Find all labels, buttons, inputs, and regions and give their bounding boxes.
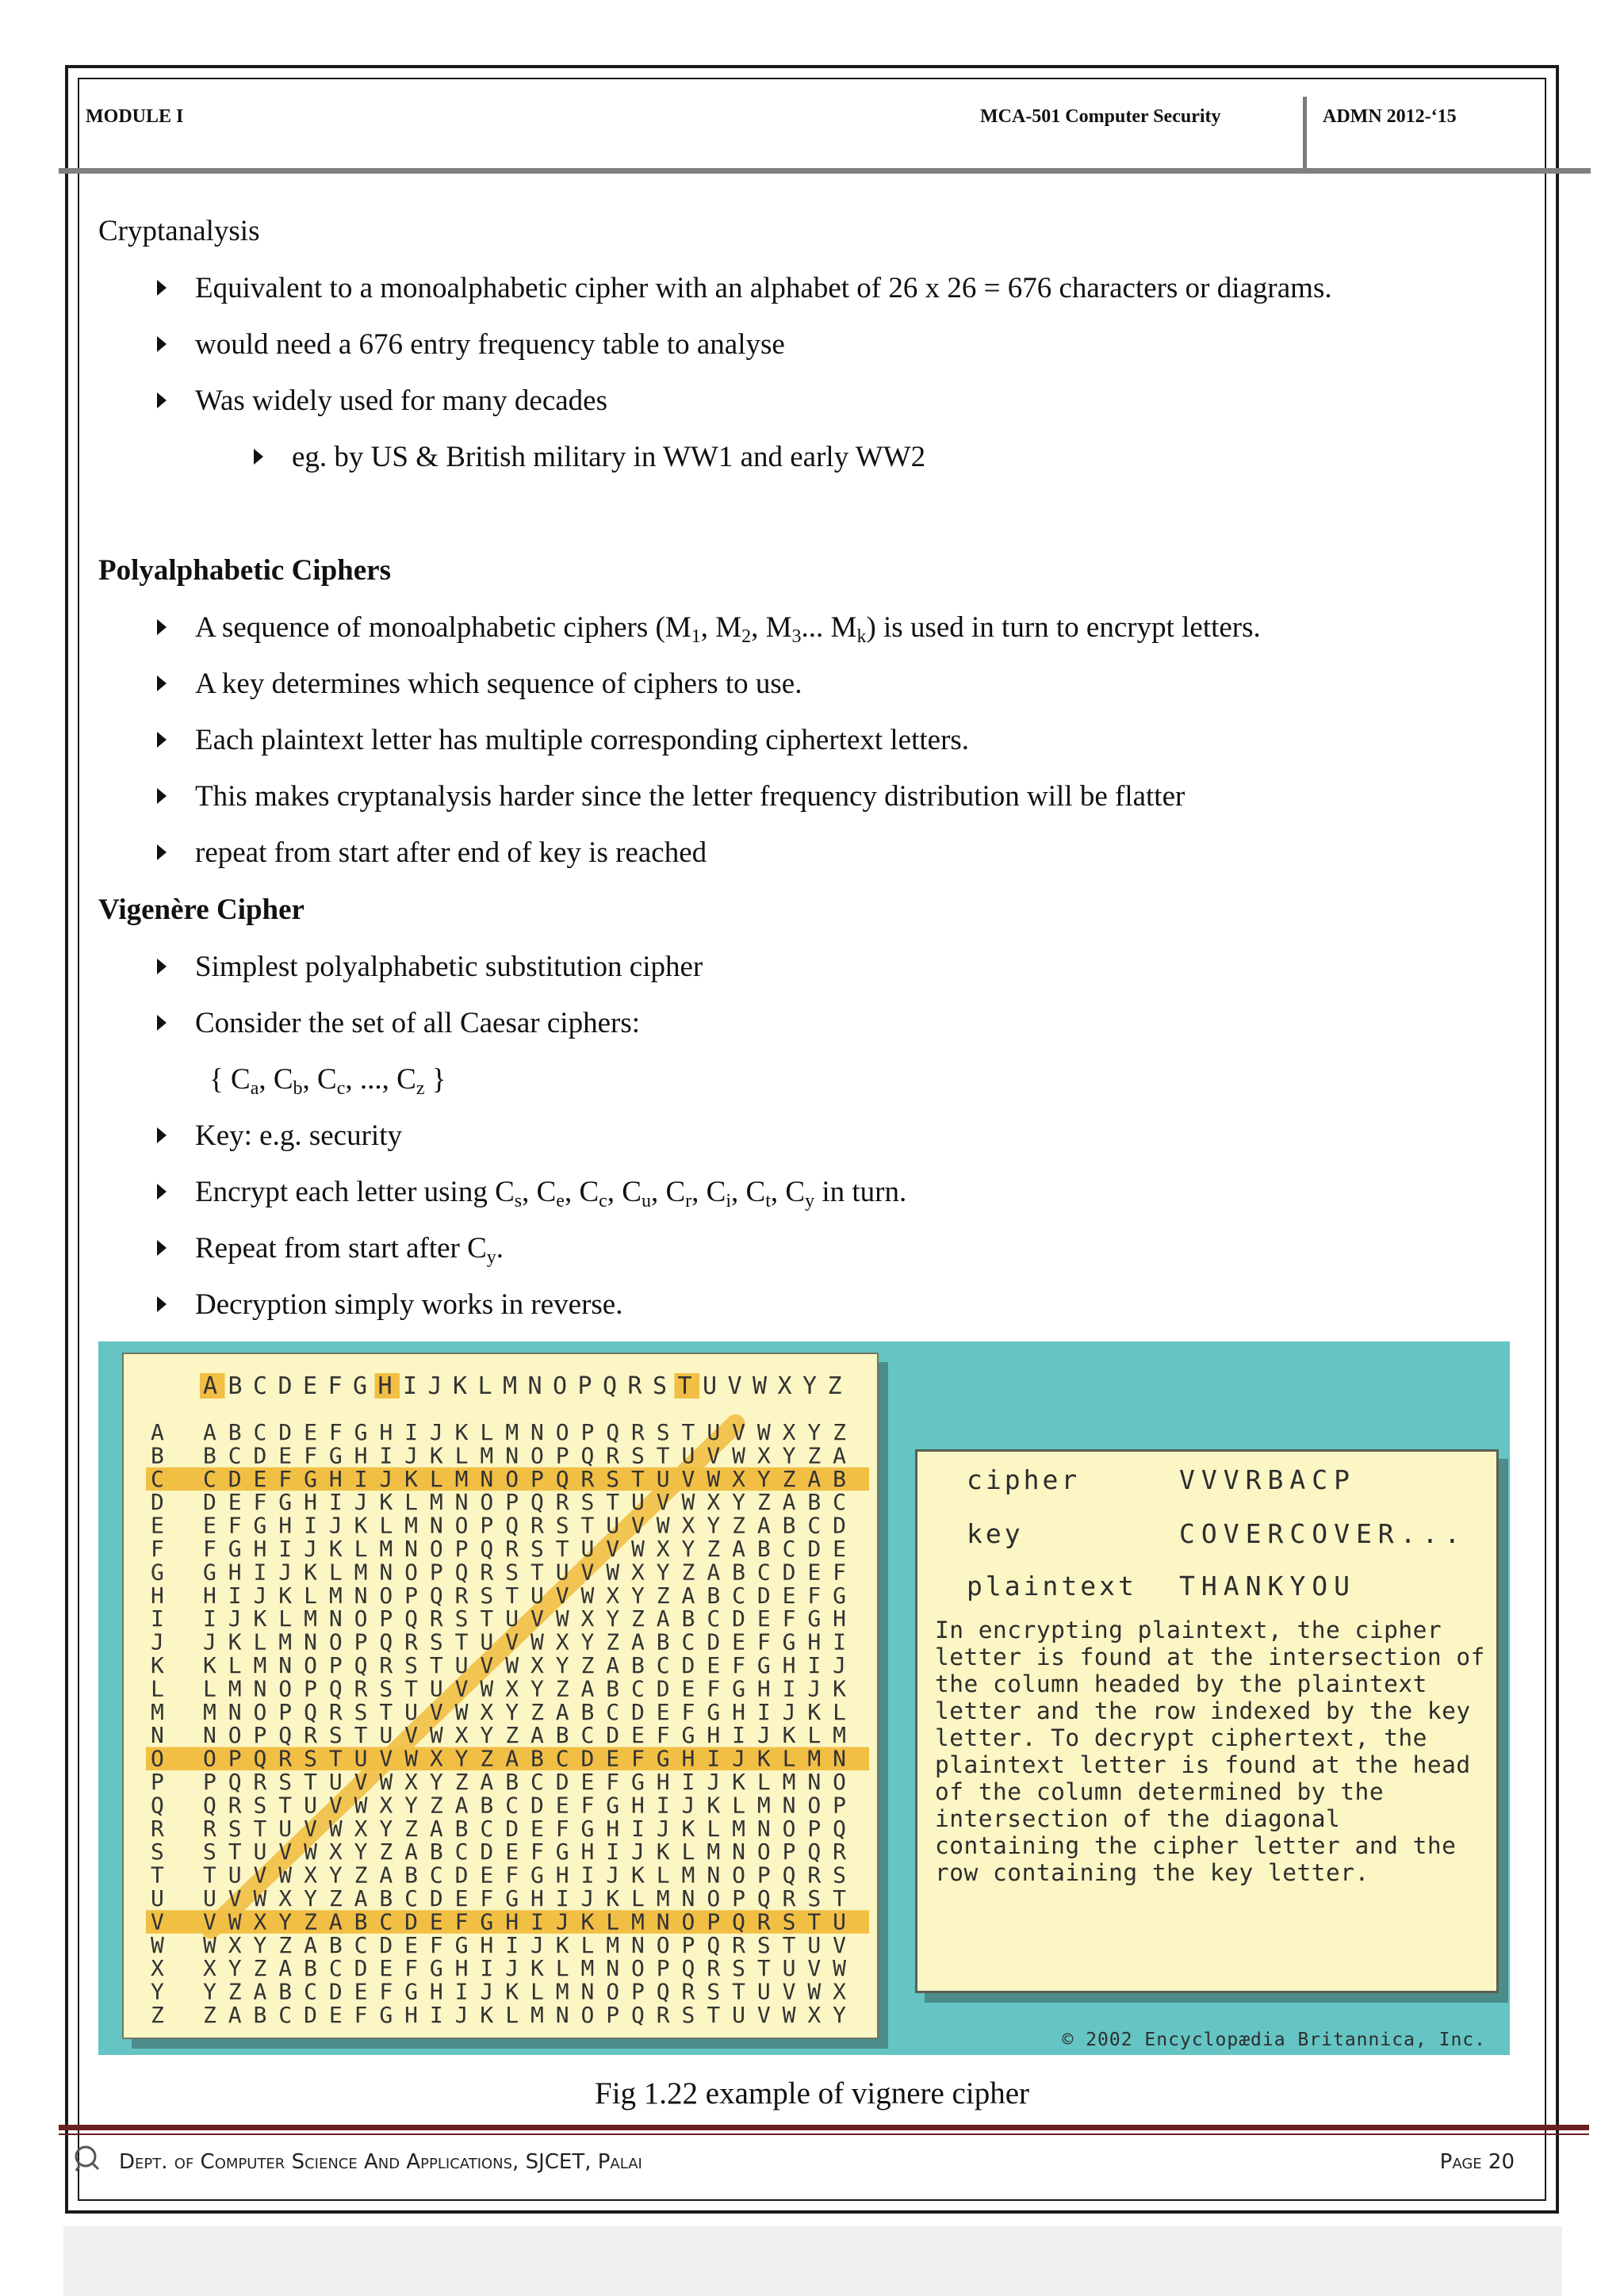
subscript: 3 — [791, 626, 802, 647]
row-label: B — [151, 1442, 164, 1469]
row-label: X — [151, 1955, 164, 1982]
module-label: MODULE I — [86, 106, 184, 127]
tableau-row: EFGHIJKLMNOPQRSTUVWXYZABCD — [203, 1512, 846, 1539]
list-item-text: . — [496, 1232, 504, 1265]
figure-copyright: © 2002 Encyclopædia Britannica, Inc. — [1062, 2030, 1486, 2050]
bullet-icon — [157, 959, 167, 974]
tableau-row: UVWXYZABCDEFGHIJKLMNOPQRST — [203, 1885, 846, 1911]
set-text: { C — [209, 1063, 251, 1096]
list-item: Encrypt each letter using $C_s$, $C_e$, $C_c$, $C_u$, $C_r$, $C_i$, $C_t$, $C_y$ in turn. — [157, 1175, 906, 1210]
header-letter: P — [577, 1372, 592, 1400]
tableau-row: FGHIJKLMNOPQRSTUVWXYZABCDE — [203, 1536, 846, 1562]
row-label: N — [151, 1722, 164, 1749]
header-letter: B — [228, 1372, 243, 1400]
row-label: V — [151, 1908, 164, 1935]
list-item-text: repeat from start after end of key is reached — [195, 836, 707, 869]
list-item-text: would need a 676 entry frequency table to analyse — [195, 328, 785, 361]
bullet-icon — [157, 1015, 167, 1031]
row-label: F — [151, 1536, 164, 1562]
header-divider — [1303, 97, 1307, 170]
tableau-row: TUVWXYZABCDEFGHIJKLMNOPQRS — [203, 1862, 846, 1888]
cipher-label: cipher — [967, 1464, 1081, 1495]
header-letter: E — [303, 1372, 318, 1400]
admn-label: ADMN 2012-‘15 — [1323, 106, 1457, 127]
vigenere-tableau — [122, 1353, 879, 2039]
page-number: Page 20 — [1439, 2150, 1515, 2174]
subscript: 1 — [691, 626, 701, 647]
list-item — [157, 610, 1261, 645]
bullet-icon — [157, 675, 167, 691]
tableau-row: JKLMNOPQRSTUVWXYZABCDEFGHI — [203, 1628, 846, 1655]
bullet-icon — [157, 732, 167, 748]
plaintext-label: plaintext — [967, 1571, 1137, 1601]
tableau-row: QRSTUVWXYZABCDEFGHIJKLMNOP — [203, 1792, 846, 1819]
header-letter: K — [453, 1372, 468, 1400]
vigenere-heading: Vigenère Cipher — [98, 894, 304, 926]
set-text: } — [424, 1063, 446, 1096]
list-item — [157, 327, 785, 362]
list-item-text: Consider the set of all Caesar ciphers: — [195, 1007, 640, 1039]
set-text: , C — [302, 1063, 337, 1096]
row-label: I — [151, 1605, 164, 1632]
row-label: U — [151, 1885, 164, 1911]
tableau-row: BCDEFGHIJKLMNOPQRSTUVWXYZA — [203, 1442, 846, 1469]
header-letter: J — [427, 1372, 442, 1400]
list-item — [157, 1231, 504, 1266]
caesar-set — [209, 1062, 446, 1097]
header-letter: L — [477, 1372, 492, 1400]
tableau-row: DEFGHIJKLMNOPQRSTUVWXYZABC — [203, 1489, 846, 1516]
info-description: In encrypting plaintext, the cipher letter is found at the intersection of the column headed by the plaintext letter and the row indexed by the key letter. To decrypt ciphertext, the plaintext letter is found at the head of the column determined by the intersection of the diagonal containing the cipher letter and the row containing the key letter. — [935, 1617, 1485, 1886]
row-label: H — [151, 1582, 164, 1609]
row-label: T — [151, 1862, 164, 1888]
header-letter: M — [503, 1372, 518, 1400]
tableau-row: WXYZABCDEFGHIJKLMNOPQRSTUV — [203, 1931, 846, 1958]
bottom-margin — [63, 2226, 1562, 2296]
header-letter: Z — [827, 1372, 842, 1400]
list-item-text: Encrypt each letter using C — [195, 1176, 515, 1208]
bullet-icon — [157, 619, 167, 635]
subscript: t — [765, 1191, 771, 1211]
row-label: E — [151, 1512, 164, 1539]
sub-list-item — [254, 440, 925, 475]
tableau-row: GHIJKLMNOPQRSTUVWXYZABCDEF — [203, 1559, 846, 1586]
row-label: P — [151, 1769, 164, 1795]
list-item-text: Decryption simply works in reverse. — [195, 1288, 623, 1321]
subscript: c — [599, 1191, 607, 1211]
list-item — [157, 779, 1185, 814]
list-item-text: ) is used in turn to encrypt letters. — [866, 611, 1261, 644]
header-letter: T — [677, 1372, 692, 1400]
list-item — [157, 1119, 402, 1154]
bullet-icon — [157, 844, 167, 860]
subscript: z — [416, 1078, 425, 1099]
header-letter: S — [653, 1372, 668, 1400]
bullet-icon — [157, 1296, 167, 1312]
header-letter: U — [703, 1372, 718, 1400]
header-letter: D — [278, 1372, 293, 1400]
row-label: O — [151, 1745, 164, 1772]
subscript: i — [726, 1191, 732, 1211]
tableau-row: LMNOPQRSTUVWXYZABCDEFGHIJK — [203, 1675, 846, 1702]
tableau-row: IJKLMNOPQRSTUVWXYZABCDEFGH — [203, 1605, 846, 1632]
header-letter: N — [527, 1372, 542, 1400]
course-label: MCA-501 Computer Security — [980, 106, 1221, 127]
list-item — [157, 384, 607, 419]
header-letter: I — [403, 1372, 418, 1400]
list-item — [157, 667, 802, 702]
row-label: J — [151, 1628, 164, 1655]
plaintext-row — [967, 1571, 1356, 1601]
list-item — [157, 1006, 640, 1041]
tableau-row: CDEFGHIJKLMNOPQRSTUVWXYZAB — [203, 1465, 846, 1492]
tableau-row: ZABCDEFGHIJKLMNOPQRSTUVWXY — [203, 2002, 846, 2028]
list-item — [157, 1288, 622, 1322]
list-item-text: Was widely used for many decades — [195, 385, 607, 417]
row-label: M — [151, 1698, 164, 1725]
polyalphabetic-heading: Polyalphabetic Ciphers — [98, 554, 391, 587]
row-label: R — [151, 1815, 164, 1842]
row-label: A — [151, 1419, 164, 1445]
row-label: K — [151, 1652, 164, 1678]
bullet-icon — [157, 1184, 167, 1200]
header-letter: Q — [603, 1372, 618, 1400]
tableau-row: VWXYZABCDEFGHIJKLMNOPQRSTU — [203, 1908, 846, 1935]
key-label: key — [967, 1518, 1024, 1549]
college-logo-icon — [73, 2144, 102, 2172]
header-letter: C — [253, 1372, 268, 1400]
list-item-text: Key: e.g. security — [195, 1119, 402, 1152]
bullet-icon — [254, 449, 263, 465]
list-item-text: in turn. — [814, 1176, 907, 1208]
row-label: Q — [151, 1792, 164, 1819]
header-letter: A — [203, 1372, 218, 1400]
list-item-text: ... M — [801, 611, 857, 644]
subscript: c — [336, 1078, 346, 1099]
header-letter: R — [627, 1372, 642, 1400]
subscript: y — [805, 1191, 815, 1211]
cipher-value: VVVRBACP — [1179, 1464, 1356, 1495]
row-label: C — [151, 1465, 164, 1492]
bullet-icon — [157, 1127, 167, 1143]
list-item — [157, 836, 707, 871]
vigenere-figure — [98, 1341, 1510, 2055]
department-label: Dept. of Computer Science And Applications, SJCET, Palai — [119, 2150, 642, 2174]
subscript: e — [556, 1191, 565, 1211]
subscript: k — [856, 626, 867, 647]
bullet-icon — [157, 1240, 167, 1256]
list-item-text: Equivalent to a monoalphabetic cipher with an alphabet of 26 x 26 = 676 characters or diagrams. — [195, 272, 1332, 304]
subscript: u — [641, 1191, 651, 1211]
set-text: , C — [259, 1063, 293, 1096]
page-footer — [119, 2150, 1515, 2174]
list-item-text: , M — [751, 611, 792, 644]
list-item-text: Repeat from start after C — [195, 1232, 487, 1265]
bullet-icon — [157, 392, 167, 408]
list-item — [157, 271, 1332, 306]
cryptanalysis-heading: Cryptanalysis — [98, 215, 260, 247]
footer-rule-thin — [59, 2133, 1589, 2135]
list-item-text: This makes cryptanalysis harder since the letter frequency distribution will be flatter — [195, 780, 1185, 813]
subscript: 2 — [741, 626, 752, 647]
list-item — [157, 950, 703, 985]
row-label: L — [151, 1675, 164, 1702]
tableau-row: STUVWXYZABCDEFGHIJKLMNOPQR — [203, 1839, 846, 1866]
list-item-text: Simplest polyalphabetic substitution cipher — [195, 951, 703, 983]
tableau-row: MNOPQRSTUVWXYZABCDEFGHIJKL — [203, 1698, 846, 1725]
list-item-text: , M — [700, 611, 742, 644]
subscript: b — [293, 1078, 303, 1099]
figure-caption: Fig 1.22 example of vignere cipher — [595, 2076, 1029, 2110]
subscript: a — [250, 1078, 259, 1099]
plaintext-value: THANKYOU — [1179, 1571, 1356, 1601]
list-item — [157, 723, 969, 758]
tableau-row: ABCDEFGHIJKLMNOPQRSTUVWXYZ — [203, 1419, 846, 1445]
bullet-icon — [157, 788, 167, 804]
bullet-icon — [157, 280, 167, 296]
header-letter: H — [377, 1372, 393, 1400]
subscript: r — [685, 1191, 692, 1211]
list-item-text: Each plaintext letter has multiple corresponding ciphertext letters. — [195, 724, 970, 756]
list-item-text: A key determines which sequence of ciphers to use. — [195, 668, 802, 700]
list-item-text: A sequence of monoalphabetic ciphers (M — [195, 611, 691, 644]
list-item-text: eg. by US & British military in WW1 and early WW2 — [292, 441, 926, 473]
tableau-row: XYZABCDEFGHIJKLMNOPQRSTUVW — [203, 1955, 846, 1982]
tableau-row: NOPQRSTUVWXYZABCDEFGHIJKLM — [203, 1722, 846, 1749]
cipher-row — [967, 1464, 1356, 1495]
tableau-row: RSTUVWXYZABCDEFGHIJKLMNOPQ — [203, 1815, 846, 1842]
subscript: y — [486, 1247, 496, 1268]
info-box — [915, 1449, 1499, 1993]
header-rule — [59, 168, 1591, 174]
page-header — [86, 103, 1545, 135]
header-letter: Y — [802, 1372, 818, 1400]
footer-rule — [59, 2125, 1589, 2130]
tableau-row: OPQRSTUVWXYZABCDEFGHIJKLMN — [203, 1745, 846, 1772]
header-letter: V — [727, 1372, 742, 1400]
key-row — [967, 1518, 1467, 1549]
bullet-icon — [157, 336, 167, 352]
tableau-row: PQRSTUVWXYZABCDEFGHIJKLMNO — [203, 1769, 846, 1795]
tableau-row: KLMNOPQRSTUVWXYZABCDEFGHIJ — [203, 1652, 846, 1678]
header-letter: F — [327, 1372, 343, 1400]
row-label: S — [151, 1839, 164, 1866]
row-label: G — [151, 1559, 164, 1586]
header-letter: O — [553, 1372, 568, 1400]
row-label: D — [151, 1489, 164, 1516]
row-label: Y — [151, 1978, 164, 2005]
header-letter: W — [753, 1372, 768, 1400]
tableau-row: YZABCDEFGHIJKLMNOPQRSTUVWX — [203, 1978, 846, 2005]
key-value: COVERCOVER... — [1179, 1518, 1467, 1549]
set-text: , ..., C — [345, 1063, 416, 1096]
subscript: s — [514, 1191, 523, 1211]
row-label: W — [151, 1931, 164, 1958]
tableau-grid — [124, 1354, 877, 2038]
tableau-row: HIJKLMNOPQRSTUVWXYZABCDEFG — [203, 1582, 846, 1609]
row-label: Z — [151, 2002, 164, 2028]
header-letter: X — [777, 1372, 792, 1400]
header-letter: G — [353, 1372, 368, 1400]
